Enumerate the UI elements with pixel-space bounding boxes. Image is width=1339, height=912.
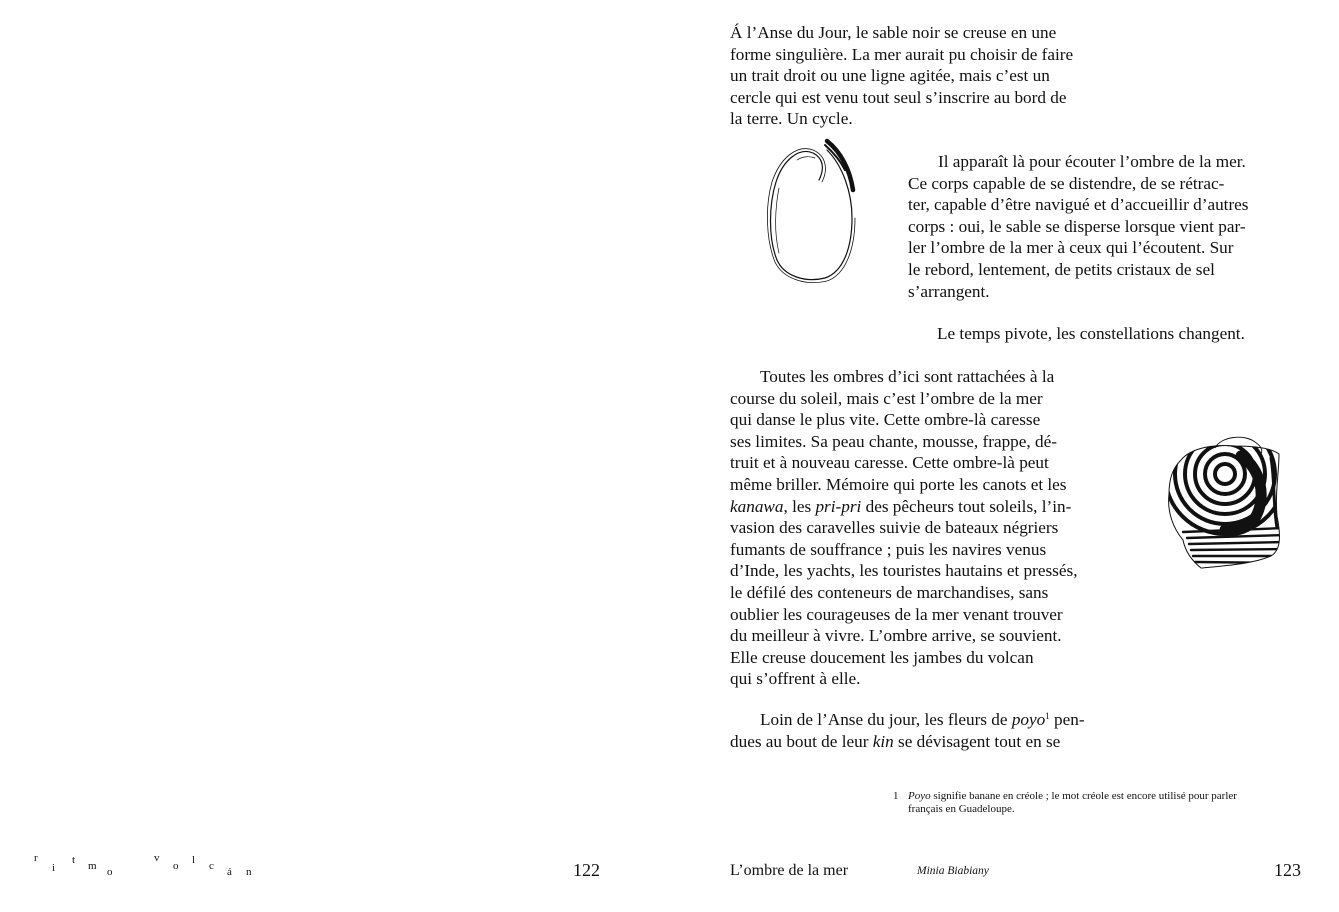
- text-fragment: dues au bout de leur: [730, 731, 873, 751]
- text-fragment: pen-: [1049, 710, 1085, 729]
- collection-title-ritmo-volcan: [34, 852, 274, 882]
- collection-letter: t: [72, 854, 76, 866]
- circle-shadow-drawing: [755, 138, 865, 288]
- paragraph-anse-du-jour: [730, 22, 1073, 130]
- italic-term: kin: [872, 731, 894, 751]
- collection-letter: m: [88, 860, 97, 872]
- collection-letter: c: [209, 860, 214, 872]
- text-line: oublier les courageuses de la mer venant trouver: [730, 604, 1063, 624]
- text-line: du meilleur à vivre. L’ombre arrive, se souvient.: [730, 626, 1062, 646]
- text-line: Elle creuse doucement les jambes du volcan: [730, 647, 1034, 667]
- collection-letter: á: [227, 866, 232, 878]
- text-line: ter, capable d’être navigué et d’accueillir d’autres: [908, 195, 1249, 215]
- collection-letter: l: [192, 854, 196, 866]
- text-line: corps : oui, le sable se disperse lorsque vient par-: [908, 216, 1246, 236]
- text-fragment: des pêcheurs tout soleils, l’in-: [861, 496, 1072, 516]
- text-fragment: Loin de l’Anse du jour, les fleurs de: [760, 710, 1012, 729]
- text-line: Il apparaît là pour écouter l’ombre de la mer.: [938, 152, 1246, 171]
- text-line: [730, 709, 1085, 731]
- text-line: truit et à nouveau caresse. Cette ombre-là peut: [730, 453, 1049, 473]
- text-fragment: se dévisagent tout en se: [893, 731, 1061, 751]
- text-line: la terre. Un cycle.: [730, 109, 853, 129]
- italic-term: poyo: [1011, 710, 1046, 729]
- paragraph-ecouter-ombre: [908, 151, 1249, 302]
- text-line: le défilé des conteneurs de marchandises, sans: [730, 582, 1049, 602]
- text-line: Le temps pivote, les constellations changent.: [937, 324, 1245, 343]
- footnote-reference[interactable]: 1: [1045, 711, 1050, 721]
- text-line: [730, 496, 1078, 518]
- striped-stone-drawing: [1163, 432, 1287, 572]
- running-title: L’ombre de la mer: [730, 862, 849, 879]
- text-fragment: signifie banane en créole ; le mot créole est encore utilisé pour parler: [930, 790, 1237, 802]
- text-line: le rebord, lentement, de petits cristaux de sel: [908, 259, 1215, 279]
- text-line: forme singulière. La mer aurait pu choisir de faire: [730, 44, 1074, 64]
- footnote-line: français en Guadeloupe.: [908, 802, 1015, 815]
- text-line: même briller. Mémoire qui porte les canots et les: [730, 474, 1067, 494]
- footnote: [893, 790, 1293, 815]
- footnote-line: [893, 790, 1293, 803]
- paragraph-loin-de-l-anse: [730, 709, 1085, 752]
- text-line: ses limites. Sa peau chante, mousse, frappe, dé-: [730, 431, 1057, 451]
- text-line: qui danse le plus vite. Cette ombre-là caresse: [730, 410, 1041, 430]
- text-line: [730, 731, 1085, 753]
- text-line: Ce corps capable de se distendre, de se rétrac-: [908, 173, 1225, 193]
- text-line: un trait droit ou une ligne agitée, mais c’est un: [730, 66, 1050, 86]
- collection-letter: i: [52, 862, 56, 874]
- right-page-number: 123: [1274, 860, 1301, 880]
- collection-letter: v: [154, 852, 160, 864]
- author-name: Minia Biabiany: [917, 865, 989, 877]
- italic-term: kanawa: [730, 496, 784, 516]
- text-line: cercle qui est venu tout seul s’inscrire au bord de: [730, 87, 1067, 107]
- text-line: fumants de souffrance ; puis les navires venus: [730, 539, 1047, 559]
- collection-letter: o: [173, 860, 179, 872]
- left-page-number: 122: [573, 860, 600, 880]
- text-line: s’arrangent.: [908, 281, 990, 301]
- italic-term: Poyo: [908, 790, 931, 802]
- text-line: course du soleil, mais c’est l’ombre de la mer: [730, 388, 1043, 408]
- text-line: qui s’offrent à elle.: [730, 669, 861, 689]
- text-line: Á l’Anse du Jour, le sable noir se creuse en une: [730, 23, 1057, 42]
- italic-term: pri-pri: [815, 496, 862, 516]
- collection-letter: n: [246, 866, 252, 878]
- text-line: ler l’ombre de la mer à ceux qui l’écoutent. Sur: [908, 238, 1234, 258]
- paragraph-temps-pivote: [937, 323, 1245, 345]
- text-line: Toutes les ombres d’ici sont rattachées à la: [760, 367, 1055, 386]
- paragraph-toutes-les-ombres: [730, 366, 1078, 690]
- text-fragment: , les: [783, 496, 816, 516]
- footnote-number: 1: [893, 790, 899, 802]
- text-line: vasion des caravelles suivie de bateaux négriers: [730, 518, 1059, 538]
- collection-letter: r: [34, 852, 38, 864]
- left-page: [0, 0, 669, 912]
- collection-letter: o: [107, 866, 113, 878]
- text-line: d’Inde, les yachts, les touristes hautains et pressés,: [730, 561, 1078, 581]
